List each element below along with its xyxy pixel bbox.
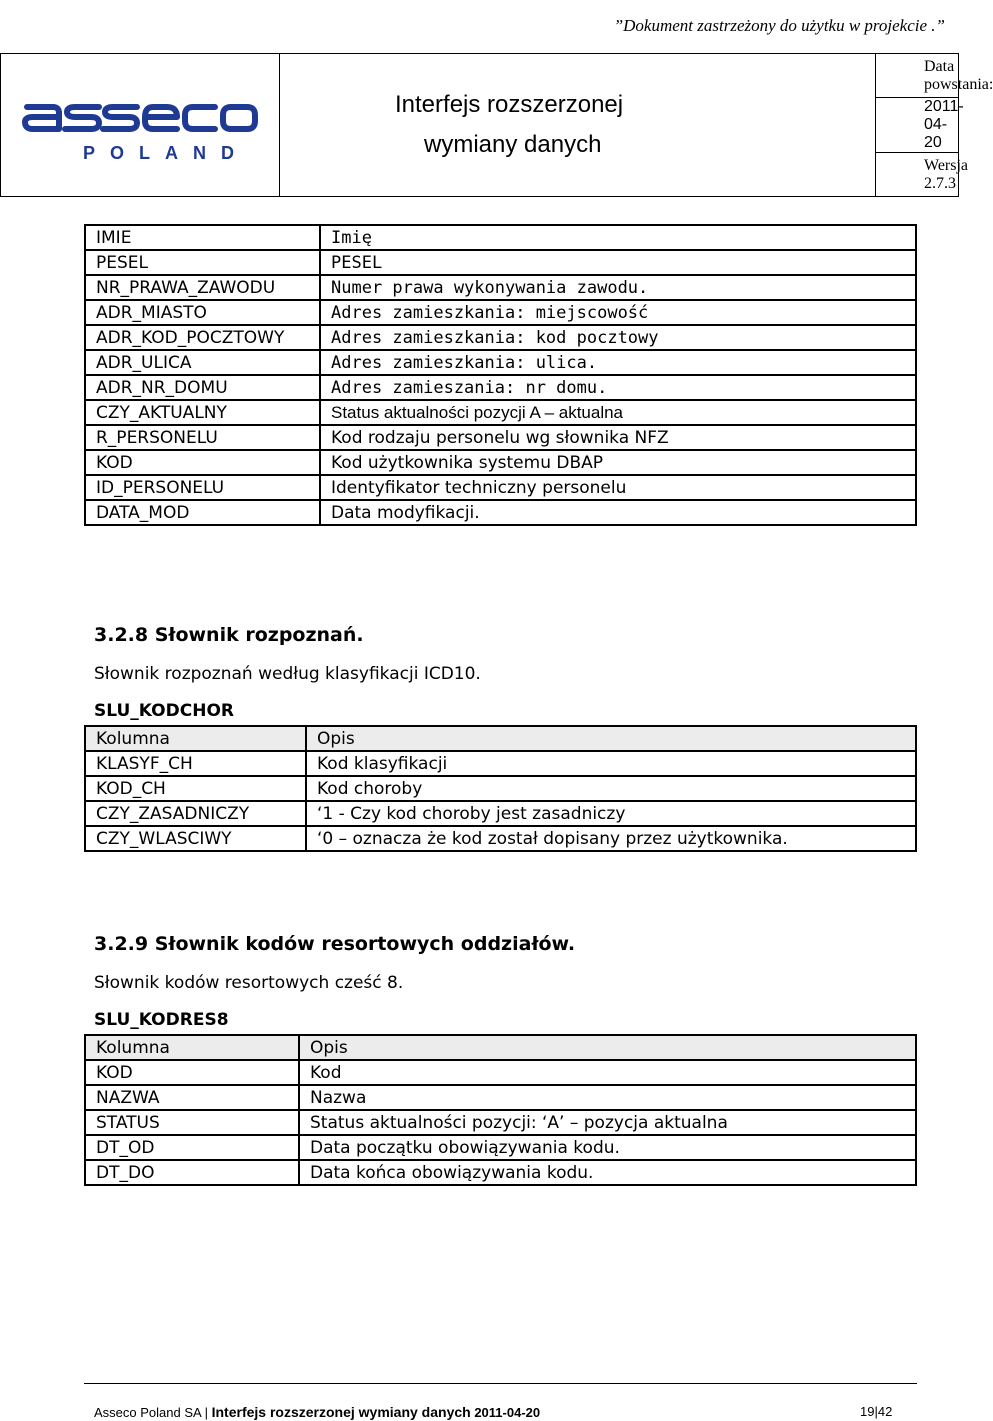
section-description-329: Słownik kodów resortowych cześć 8.: [94, 973, 404, 993]
created-date: 2011-04-20: [876, 98, 959, 153]
column-description: Nazwa: [299, 1085, 916, 1110]
slu-kodchor-table: [84, 725, 917, 852]
total-pages: 42: [877, 1404, 893, 1419]
column-name: DT_OD: [85, 1135, 299, 1160]
table-header-row: [85, 726, 916, 751]
column-name: IMIE: [85, 225, 320, 250]
table-row: [85, 475, 916, 500]
page-number: [860, 1404, 892, 1419]
column-description: Data końca obowiązywania kodu.: [299, 1160, 916, 1185]
header-description: Opis: [306, 726, 916, 751]
column-name: STATUS: [85, 1110, 299, 1135]
footer-doc-title: Interfejs rozszerzonej wymiany danych: [211, 1404, 471, 1420]
version: Wersja 2.7.3: [876, 153, 959, 197]
page-footer: [94, 1404, 540, 1420]
column-description: Status aktualności pozycji A – aktualna: [320, 400, 916, 425]
column-description: Data modyfikacji.: [320, 500, 916, 525]
table-row: [85, 801, 916, 826]
header-column: Kolumna: [85, 726, 306, 751]
table-row: [85, 300, 916, 325]
table-row: [85, 826, 916, 851]
column-name: ADR_ULICA: [85, 350, 320, 375]
header-column: Kolumna: [85, 1035, 299, 1060]
footer-divider: [84, 1383, 917, 1384]
column-name: KLASYF_CH: [85, 751, 306, 776]
table-row: [85, 1135, 916, 1160]
column-description: Kod klasyfikacji: [306, 751, 916, 776]
column-name: CZY_AKTUALNY: [85, 400, 320, 425]
column-description: ‘0 – oznacza że kod został dopisany przez użytkownika.: [306, 826, 916, 851]
table-row: [85, 1085, 916, 1110]
document-header: [0, 53, 993, 197]
personnel-columns-table: [84, 224, 917, 526]
column-description: Kod użytkownika systemu DBAP: [320, 450, 916, 475]
table-row: [85, 375, 916, 400]
column-description: Imię: [320, 225, 916, 250]
created-label: Data powstania:: [876, 54, 959, 98]
footer-separator: |: [204, 1405, 208, 1420]
column-name: PESEL: [85, 250, 320, 275]
column-name: CZY_WLASCIWY: [85, 826, 306, 851]
table-name-slu-kodchor: SLU_KODCHOR: [94, 701, 234, 721]
column-description: Numer prawa wykonywania zawodu.: [320, 275, 916, 300]
section-heading-329: 3.2.9 Słownik kodów resortowych oddziałów.: [94, 933, 576, 955]
table-row: [85, 751, 916, 776]
document-title: [280, 54, 876, 197]
column-name: ADR_MIASTO: [85, 300, 320, 325]
section-heading-328: 3.2.8 Słownik rozpoznań.: [94, 624, 364, 646]
table-header-row: [85, 1035, 916, 1060]
column-description: Adres zamieszkania: miejscowość: [320, 300, 916, 325]
column-name: R_PERSONELU: [85, 425, 320, 450]
logo-subtitle: POLAND: [83, 143, 249, 163]
column-name: DT_DO: [85, 1160, 299, 1185]
column-description: Kod choroby: [306, 776, 916, 801]
column-description: Identyfikator techniczny personelu: [320, 475, 916, 500]
column-description: Data początku obowiązywania kodu.: [299, 1135, 916, 1160]
column-description: ‘1 - Czy kod choroby jest zasadniczy: [306, 801, 916, 826]
title-line-2: wymiany danych: [424, 131, 602, 158]
column-description: Status aktualności pozycji: ‘A’ – pozycja aktualna: [299, 1110, 916, 1135]
table-row: [85, 425, 916, 450]
column-name: NR_PRAWA_ZAWODU: [85, 275, 320, 300]
column-name: CZY_ZASADNICZY: [85, 801, 306, 826]
column-name: KOD: [85, 1060, 299, 1085]
slu-kodres8-table: [84, 1034, 917, 1186]
table-row: [85, 1060, 916, 1085]
asseco-logo: [1, 59, 277, 187]
current-page: 19: [860, 1404, 875, 1419]
table-row: [85, 275, 916, 300]
column-name: KOD_CH: [85, 776, 306, 801]
table-row: [85, 450, 916, 475]
table-row: [85, 500, 916, 525]
page-separator: |: [874, 1404, 878, 1419]
column-name: KOD: [85, 450, 320, 475]
footer-date: 2011-04-20: [474, 1405, 541, 1420]
table-row: [85, 776, 916, 801]
column-name: ID_PERSONELU: [85, 475, 320, 500]
column-name: ADR_KOD_POCZTOWY: [85, 325, 320, 350]
table-row: [85, 325, 916, 350]
footer-company: Asseco Poland SA: [94, 1405, 201, 1420]
column-description: Kod rodzaju personelu wg słownika NFZ: [320, 425, 916, 450]
column-description: Kod: [299, 1060, 916, 1085]
table-name-slu-kodres8: SLU_KODRES8: [94, 1010, 229, 1030]
column-description: Adres zamieszkania: kod pocztowy: [320, 325, 916, 350]
column-name: NAZWA: [85, 1085, 299, 1110]
column-description: Adres zamieszania: nr domu.: [320, 375, 916, 400]
title-line-1: Interfejs rozszerzonej: [395, 91, 624, 118]
table-row: [85, 1160, 916, 1185]
table-row: [85, 1110, 916, 1135]
logo-cell: [1, 54, 280, 197]
column-name: DATA_MOD: [85, 500, 320, 525]
confidentiality-note: ”Dokument zastrzeżony do użytku w projekcie .”: [613, 16, 945, 35]
table-row: [85, 350, 916, 375]
table-row: [85, 225, 916, 250]
column-description: Adres zamieszkania: ulica.: [320, 350, 916, 375]
header-description: Opis: [299, 1035, 916, 1060]
section-description-328: Słownik rozpoznań według klasyfikacji ICD10.: [94, 664, 481, 684]
column-name: ADR_NR_DOMU: [85, 375, 320, 400]
column-description: PESEL: [320, 250, 916, 275]
table-row: [85, 400, 916, 425]
table-row: [85, 250, 916, 275]
